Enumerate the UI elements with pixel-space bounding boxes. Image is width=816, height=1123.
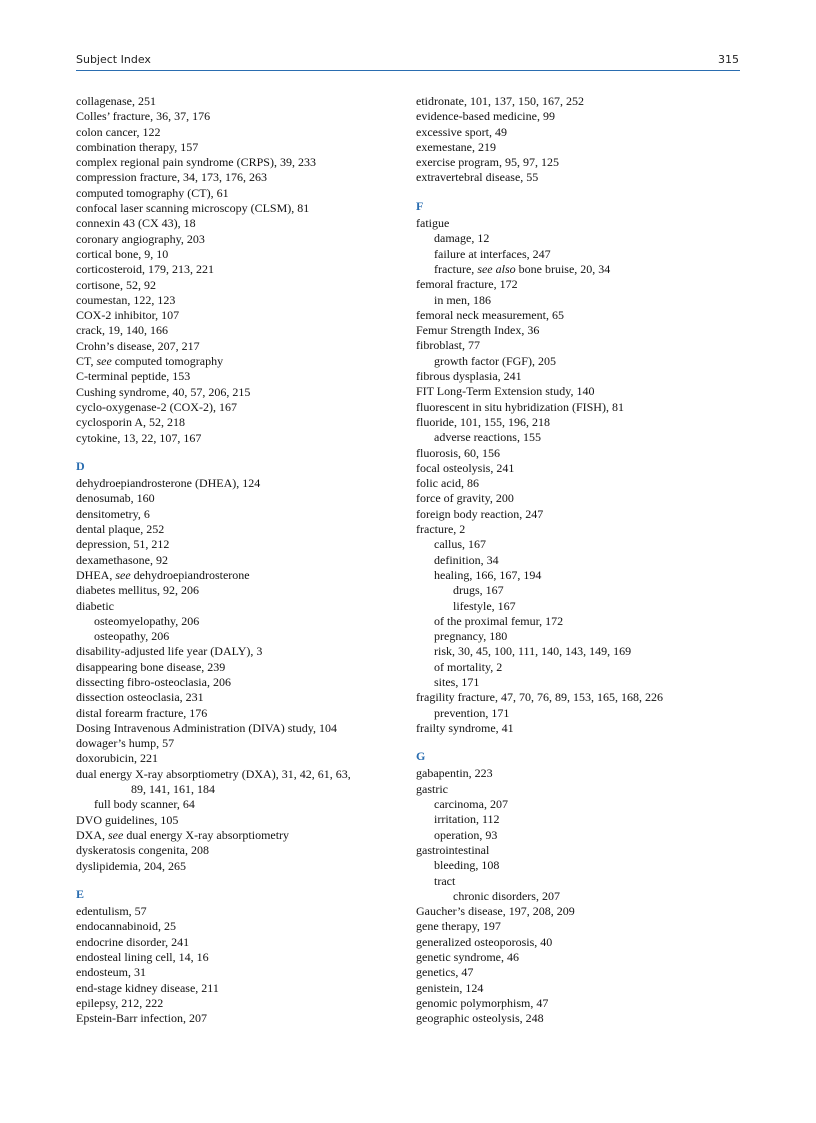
index-subentry: full body scanner, 64 <box>94 797 195 812</box>
index-entry: endosteum, 31 <box>76 965 146 980</box>
index-subentry: growth factor (FGF), 205 <box>434 353 556 368</box>
index-entry: cortisone, 52, 92 <box>76 277 156 292</box>
index-column-right <box>416 94 746 1027</box>
index-entry: depression, 51, 212 <box>76 537 170 552</box>
index-entry: COX-2 inhibitor, 107 <box>76 308 180 323</box>
index-subentry: drugs, 167 <box>453 583 504 598</box>
index-entry: cyclosporin A, 52, 218 <box>76 415 185 430</box>
index-entry: dyskeratosis congenita, 208 <box>76 843 209 858</box>
index-entry: complex regional pain syndrome (CRPS), 39, 233 <box>76 155 316 170</box>
index-entry: dissecting fibro-osteoclasia, 206 <box>76 674 231 689</box>
index-entry: gene therapy, 197 <box>416 919 501 934</box>
index-entry: geographic osteolysis, 248 <box>416 1011 544 1026</box>
index-entry: disappearing bone disease, 239 <box>76 659 226 674</box>
index-entry: distal forearm fracture, 176 <box>76 705 208 720</box>
index-entry: end-stage kidney disease, 211 <box>76 980 219 995</box>
index-subentry: damage, 12 <box>434 231 490 246</box>
index-entry: Dosing Intravenous Administration (DIVA) study, 104 <box>76 720 337 735</box>
index-entry: endocrine disorder, 241 <box>76 934 190 949</box>
index-entry: edentulism, 57 <box>76 904 147 919</box>
index-entry: coronary angiography, 203 <box>76 231 205 246</box>
index-entry: genistein, 124 <box>416 980 484 995</box>
index-entry: frailty syndrome, 41 <box>416 720 514 735</box>
index-entry: femoral fracture, 172 <box>416 277 518 292</box>
index-entry: disability-adjusted life year (DALY), 3 <box>76 644 263 659</box>
index-entry-continuation: 89, 141, 161, 184 <box>131 782 215 797</box>
index-entry: gastric <box>416 781 448 796</box>
index-subentry: tract <box>434 873 456 888</box>
index-entry: Cushing syndrome, 40, 57, 206, 215 <box>76 384 251 399</box>
index-entry: dental plaque, 252 <box>76 522 165 537</box>
index-subentry: callus, 167 <box>434 537 486 552</box>
page-number: 315 <box>718 53 739 66</box>
index-entry: computed tomography (CT), 61 <box>76 185 229 200</box>
index-entry: fluorescent in situ hybridization (FISH), 81 <box>416 399 624 414</box>
index-entry: Crohn’s disease, 207, 217 <box>76 338 200 353</box>
index-entry: exercise program, 95, 97, 125 <box>416 155 559 170</box>
index-entry: Gaucher’s disease, 197, 208, 209 <box>416 904 575 919</box>
index-subentry: lifestyle, 167 <box>453 598 516 613</box>
index-entry: FIT Long-Term Extension study, 140 <box>416 384 595 399</box>
index-subentry: adverse reactions, 155 <box>434 430 541 445</box>
index-entry: fatigue <box>416 216 450 231</box>
index-subentry: osteomyelopathy, 206 <box>94 613 200 628</box>
index-entry: dual energy X-ray absorptiometry (DXA), 31, 42, 61, 63, <box>76 766 351 781</box>
index-entry: fragility fracture, 47, 70, 76, 89, 153, 165, 168, 226 <box>416 690 663 705</box>
index-entry: fracture, 2 <box>416 522 466 537</box>
index-subentry: prevention, 171 <box>434 705 510 720</box>
index-entry: cortical bone, 9, 10 <box>76 246 169 261</box>
index-entry: dowager’s hump, 57 <box>76 736 175 751</box>
index-entry: genetics, 47 <box>416 965 474 980</box>
index-subentry: sites, 171 <box>434 674 480 689</box>
index-entry: focal osteolysis, 241 <box>416 460 515 475</box>
index-entry: compression fracture, 34, 173, 176, 263 <box>76 170 267 185</box>
index-entry: diabetes mellitus, 92, 206 <box>76 583 199 598</box>
index-column-left <box>76 94 406 1027</box>
index-entry: exemestane, 219 <box>416 139 496 154</box>
index-letter-heading: E <box>76 886 85 901</box>
index-entry: confocal laser scanning microscopy (CLSM), 81 <box>76 201 310 216</box>
index-subentry: healing, 166, 167, 194 <box>434 567 542 582</box>
index-entry: gabapentin, 223 <box>416 766 493 781</box>
index-subentry: in men, 186 <box>434 292 491 307</box>
index-entry: collagenase, 251 <box>76 94 156 108</box>
index-entry: doxorubicin, 221 <box>76 751 158 766</box>
index-letter-heading: G <box>416 749 426 764</box>
index-entry: dissection osteoclasia, 231 <box>76 690 204 705</box>
index-entry: genomic polymorphism, 47 <box>416 995 549 1010</box>
index-entry: cytokine, 13, 22, 107, 167 <box>76 430 202 445</box>
index-entry: force of gravity, 200 <box>416 491 514 506</box>
index-entry: endocannabinoid, 25 <box>76 919 176 934</box>
index-entry: epilepsy, 212, 222 <box>76 995 164 1010</box>
index-entry: Femur Strength Index, 36 <box>416 323 540 338</box>
index-entry: fluoride, 101, 155, 196, 218 <box>416 414 550 429</box>
index-entry: combination therapy, 157 <box>76 139 199 154</box>
index-entry: CT, see computed tomography <box>76 354 224 369</box>
index-entry: etidronate, 101, 137, 150, 167, 252 <box>416 94 584 108</box>
index-entry: dexamethasone, 92 <box>76 552 168 567</box>
index-entry: DXA, see dual energy X-ray absorptiometry <box>76 827 290 842</box>
index-entry: folic acid, 86 <box>416 476 479 491</box>
index-subentry: carcinoma, 207 <box>434 797 508 812</box>
index-entry: corticosteroid, 179, 213, 221 <box>76 262 214 277</box>
index-letter-heading: D <box>76 458 85 473</box>
index-subentry: bleeding, 108 <box>434 858 500 873</box>
index-entry: Epstein-Barr infection, 207 <box>76 1011 207 1026</box>
index-letter-heading: F <box>416 198 424 213</box>
index-entry: evidence-based medicine, 99 <box>416 109 555 124</box>
index-subentry: risk, 30, 45, 100, 111, 140, 143, 149, 169 <box>434 644 632 659</box>
index-entry: Colles’ fracture, 36, 37, 176 <box>76 109 211 124</box>
index-subentry: irritation, 112 <box>434 812 500 827</box>
header-rule <box>76 70 740 71</box>
index-entry: densitometry, 6 <box>76 506 150 521</box>
index-entry: generalized osteoporosis, 40 <box>416 934 553 949</box>
index-entry: femoral neck measurement, 65 <box>416 307 564 322</box>
index-entry: genetic syndrome, 46 <box>416 950 519 965</box>
index-subentry: of the proximal femur, 172 <box>434 613 564 628</box>
index-subentry: definition, 34 <box>434 552 499 567</box>
index-entry: connexin 43 (CX 43), 18 <box>76 216 196 231</box>
index-entry: excessive sport, 49 <box>416 124 507 139</box>
index-entry: fluorosis, 60, 156 <box>416 445 500 460</box>
index-subentry: chronic disorders, 207 <box>453 888 560 903</box>
index-entry: crack, 19, 140, 166 <box>76 323 168 338</box>
index-entry: cyclo-oxygenase-2 (COX-2), 167 <box>76 399 237 414</box>
index-entry: foreign body reaction, 247 <box>416 506 544 521</box>
running-header-title: Subject Index <box>76 53 151 66</box>
index-entry: colon cancer, 122 <box>76 124 161 139</box>
index-entry: dyslipidemia, 204, 265 <box>76 858 186 873</box>
index-subentry: osteopathy, 206 <box>94 629 170 644</box>
index-entry: extravertebral disease, 55 <box>416 170 539 185</box>
index-entry: DHEA, see dehydroepiandrosterone <box>76 567 250 582</box>
index-subentry: pregnancy, 180 <box>434 629 508 644</box>
index-entry: fibrous dysplasia, 241 <box>416 369 522 384</box>
index-entry: endosteal lining cell, 14, 16 <box>76 950 209 965</box>
index-entry: coumestan, 122, 123 <box>76 292 176 307</box>
index-entry: diabetic <box>76 598 114 613</box>
index-subentry: failure at interfaces, 247 <box>434 246 551 261</box>
index-subentry: fracture, see also bone bruise, 20, 34 <box>434 261 611 276</box>
index-subentry: operation, 93 <box>434 827 498 842</box>
index-subentry: of mortality, 2 <box>434 659 503 674</box>
index-entry: fibroblast, 77 <box>416 338 480 353</box>
index-entry: denosumab, 160 <box>76 491 155 506</box>
index-entry: DVO guidelines, 105 <box>76 812 179 827</box>
index-entry: gastrointestinal <box>416 842 490 857</box>
index-entry: C-terminal peptide, 153 <box>76 369 191 384</box>
index-entry: dehydroepiandrosterone (DHEA), 124 <box>76 476 261 491</box>
